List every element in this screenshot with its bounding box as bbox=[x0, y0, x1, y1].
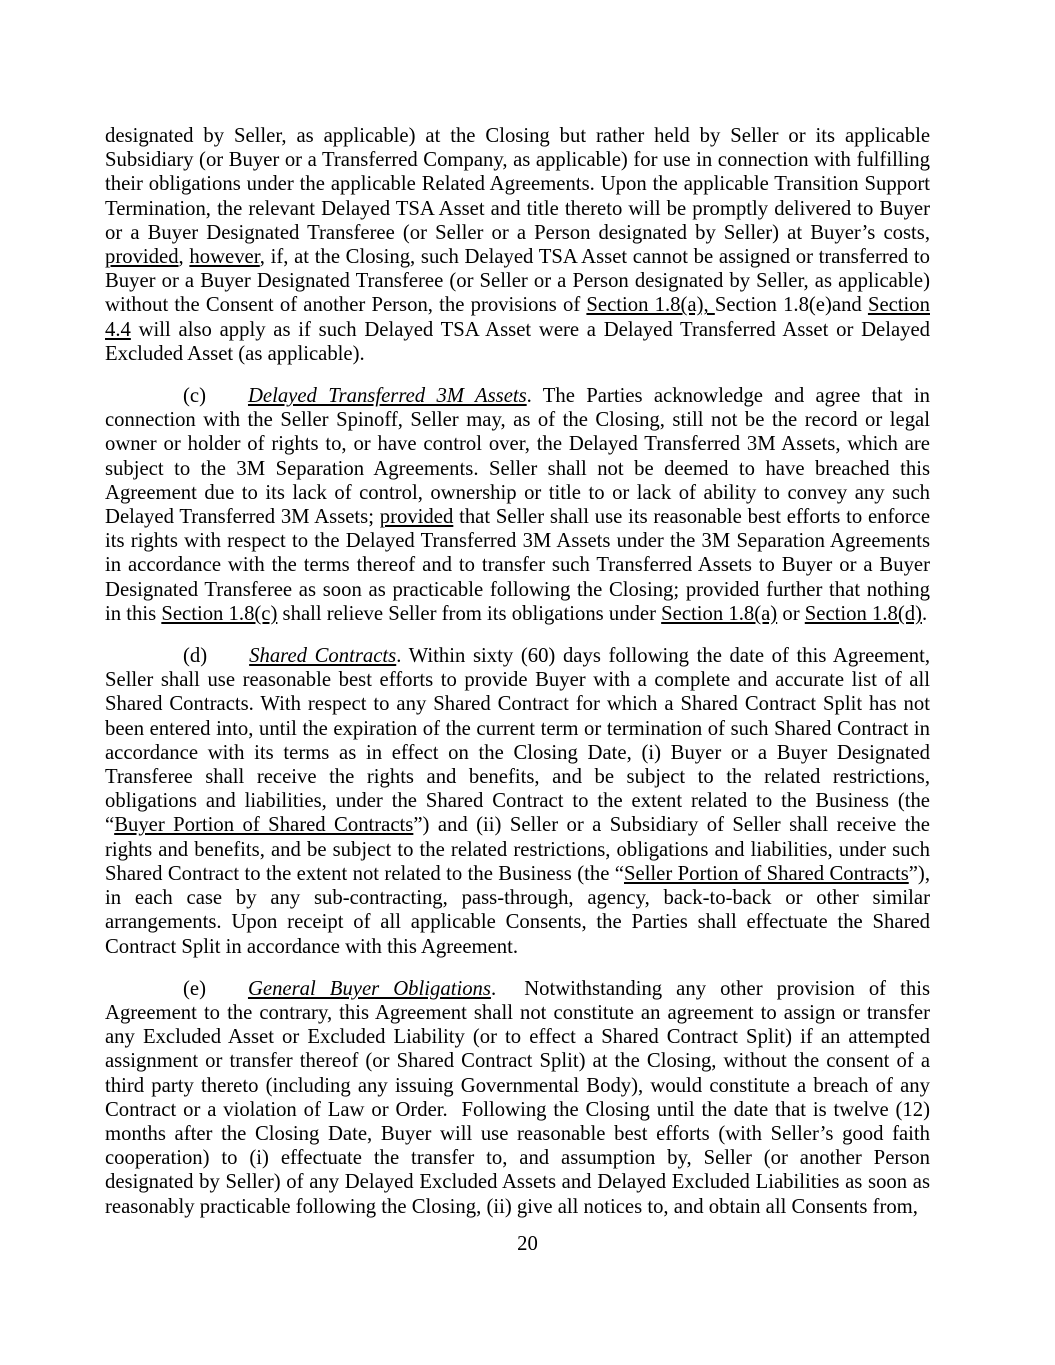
text-run: (e) bbox=[183, 977, 206, 1000]
document-body bbox=[105, 124, 930, 1219]
text-run: . Notwithstanding any other provision of this Agreement to the contrary, this Agreement shall not constitute an agreement to assign or transfer any Excluded Asset or Excluded Liability (or to effect a Shared Contract Split) if an attempted assignment or transfer thereof (or Shared Contract Split) at the Closing, without the consent of a third party thereto (including any issuing Governmental Body), would constitute a breach of any Contract or a violation of Law or Order. Following the Closing until the date that is twelve (12) months after the Closing Date, Buyer will use reasonable best efforts (with Seller’s good faith cooperation) to (i) effectuate the transfer to, and assumption by, Seller (or another Person designated by Seller) of any Delayed Excluded Assets and Delayed Excluded Liabilities as soon as reasonably practicable following the Closing, (ii) give all notices to, and obtain all Consents from, bbox=[105, 977, 930, 1218]
text-run: that Seller shall use its reasonable best efforts to enforce its rights with respect to the Delayed Transferred 3M Assets under the 3M Separation Agreements in accordance with the terms thereof and to transfer such Transferred Assets to Buyer or a Buyer Designated Transferee as soon as practicable following the Closing; provided further that nothing in this bbox=[105, 506, 930, 625]
page-footer bbox=[0, 1232, 1055, 1256]
text-run: provided bbox=[105, 246, 179, 269]
text-run: . bbox=[922, 602, 928, 625]
text-run: will also apply as if such Delayed TSA Asset were a Delayed Transferred Asset or Delayed Excluded Asset (as applicable). bbox=[105, 318, 930, 365]
text-run: Section 4.4 bbox=[105, 294, 930, 341]
paragraph-c bbox=[105, 384, 930, 626]
text-run: shall relieve Seller from its obligations under bbox=[277, 602, 662, 625]
text-run: ”), in each case by any sub-contracting, pass-through, agency, back-to-back or other similar arrangements. Upon receipt of all applicable Consents, the Parties shall effectuate the Shared Contract Split in accordance with this Agreement. bbox=[105, 862, 930, 958]
text-run: Shared Contracts bbox=[249, 645, 397, 668]
text-run: . Within sixty (60) days following the date of this Agreement, Seller shall use reasonable best efforts to provide Buyer with a complete and accurate list of all Shared Contracts. With respect to any Shared Contract for which a Shared Contract Split has not been entered into, until the expiration of the current term or termination of such Shared Contract in accordance with its terms as in effect on the Closing Date, (i) Buyer or a Buyer Designated Transferee shall receive the rights and benefits, and be subject to the related restrictions, obligations and liabilities, under the Shared Contract to the extent related to the Business (the “ bbox=[105, 645, 931, 837]
text-run: . The Parties acknowledge and agree that in connection with the Seller Spinoff, Seller may, as of the Closing, still not be the record or legal owner or holder of rights to, or have control over, the Delayed Transferred 3M Assets, which are subject to the 3M Separation Agreements. Seller shall not be deemed to have breached this Agreement due to its lack of control, ownership or title to or lack of ability to convey any such Delayed Transferred 3M Assets; bbox=[105, 385, 930, 529]
paragraph-d bbox=[105, 644, 930, 959]
text-run: or bbox=[777, 602, 805, 625]
text-run: , if, at the Closing, such Delayed TSA Asset cannot be assigned or transferred to Buyer or a Buyer Designated Transferee (or Seller or a Person designated by Seller, as applicable) without the Consent of another Person, the provisions of bbox=[105, 246, 930, 317]
paragraph-e bbox=[105, 977, 930, 1219]
text-run: Section 1.8(a), bbox=[586, 294, 715, 317]
text-run: ”) and (ii) Seller or a Subsidiary of Seller shall receive the rights and benefits, and be subject to the related restrictions, obligations and liabilities, under such Shared Contract to the extent not related to the Business (the “ bbox=[105, 814, 930, 885]
text-run: Delayed Transferred 3M Assets bbox=[247, 385, 527, 408]
text-run: Buyer Portion of Shared Contracts bbox=[114, 814, 414, 837]
text-run: designated by Seller, as applicable) at the Closing but rather held by Seller or its applicable Subsidiary (or Buyer or a Transferred Company, as applicable) for use in connection with fulfilling their obligations under the applicable Related Agreements. Upon the applicable Transition Support Termination, the relevant Delayed TSA Asset and title thereto will be promptly delivered to Buyer or a Buyer Designated Transferee (or Seller or a Person designated by Seller) at Buyer’s costs, bbox=[105, 125, 930, 244]
text-run: Section 1.8(d) bbox=[804, 602, 922, 625]
text-run: Seller Portion of Shared Contracts bbox=[624, 862, 909, 885]
text-run: provided bbox=[379, 506, 454, 529]
text-run: (d) bbox=[183, 645, 208, 668]
text-run: , bbox=[178, 246, 190, 269]
text-run: Section 1.8(c) bbox=[161, 602, 278, 625]
text-run: (c) bbox=[183, 385, 206, 408]
page-number: 20 bbox=[517, 1233, 538, 1255]
text-run: Section 1.8(a) bbox=[661, 602, 778, 625]
text-run: however bbox=[189, 246, 260, 269]
text-run: Section 1.8(e)and bbox=[714, 294, 868, 317]
paragraph-continuation bbox=[105, 124, 930, 366]
text-run: General Buyer Obligations bbox=[247, 977, 491, 1000]
